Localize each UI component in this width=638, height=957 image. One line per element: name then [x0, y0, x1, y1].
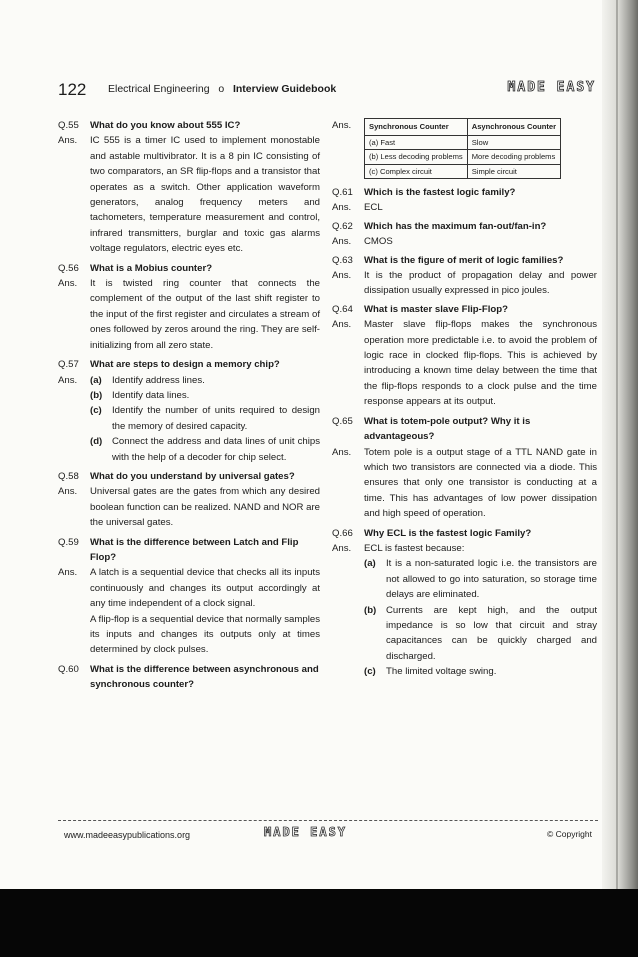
answer-58: Ans. Universal gates are the gates from which any desired boolean function can be realized. NAND and NOR are the universal gates.: [58, 486, 320, 529]
page-number: 122: [58, 80, 87, 99]
counter-comparison-table: [364, 118, 561, 179]
question-62: Q.62 Which has the maximum fan-out/fan-in?: [332, 220, 547, 232]
answer-59: Ans. A latch is a sequential device that checks all its inputs continuously and changes its output accordingly at any time independent of a clock signal. A flip-flop is a sequential device that normally samples its inputs and changes its outputs only at times determined by clock pulses.: [58, 565, 320, 657]
list-item: (c) Identify the number of units required to design the memory of desired capacity.: [90, 405, 320, 432]
table-header: Synchronous Counter: [365, 119, 468, 136]
table-row: [365, 150, 561, 165]
website-link[interactable]: www.madeeasypublications.org: [64, 830, 191, 840]
title-separator: o: [218, 83, 225, 95]
question-57: Q.57 What are steps to design a memory chip?: [58, 359, 280, 371]
brand-logo: MADE EASY: [507, 80, 596, 95]
answer-57: Ans. (a) Identify address lines. (b) Identify data lines. (c) Identify the number of units required to design the memory of desired capacity. (d) Connect the address and data lines of unit chips with the help of a decoder for chip select.: [58, 373, 320, 465]
table-header-row: [365, 119, 561, 136]
book-title: [108, 83, 336, 95]
list-item: (b) Currents are kept high, and the output impedance is so low that circuit and stray capacitances can be quickly charged and discharged.: [364, 604, 597, 662]
answer-62: Ans. CMOS: [332, 236, 393, 248]
table-row: [365, 164, 561, 179]
question-59: Q.59 What is the difference between Latch and Flip Flop?: [58, 536, 299, 563]
page-edge-shadow: [602, 0, 638, 890]
table-cell: (a) Fast: [365, 135, 468, 150]
page-footer: [58, 820, 598, 845]
scan-bottom-band: [0, 889, 638, 957]
answer-66-intro: ECL is fastest because:: [364, 542, 465, 554]
footer-brand-logo: MADE EASY: [264, 825, 348, 839]
answer-64: Ans. Master slave flip-flops makes the synchronous operation more predictable i.e. to avoid the problem of logic race in clocked flip-flops. This is achieved by introducing a known time delay between the time that the flip-flops responds to a clock pulse and the time response appears at its output.: [332, 319, 597, 408]
list-item: (a) It is a non-saturated logic i.e. the transistors are not allowed to go into saturation, so storage time delays are eliminated.: [364, 558, 597, 601]
table-cell: Slow: [467, 135, 560, 150]
table-header: Asynchronous Counter: [467, 119, 560, 136]
list-item: (c) The limited voltage swing.: [364, 666, 497, 678]
table-cell: Simple circuit: [467, 164, 560, 179]
answer-65: Ans. Totem pole is a output stage of a TTL NAND gate in which two transistors are connected via a diode. This ensures that only one transistor is conducting at a time. This has advantages of low power dissipation and high speed of operation.: [332, 446, 597, 520]
page-edge-line: [616, 0, 618, 890]
question-58: Q.58 What do you understand by universal gates?: [58, 470, 295, 482]
table-cell: (b) Less decoding problems: [365, 150, 468, 165]
copyright-notice: © Copyright: [546, 829, 592, 839]
question-60: Q.60 What is the difference between asynchronous and synchronous counter?: [58, 663, 319, 691]
table-row: [365, 135, 561, 150]
book-title-subject: Electrical Engineering: [108, 83, 210, 95]
answer-63: Ans. It is the product of propagation delay and power dissipation usually expressed in pico joules.: [332, 270, 597, 297]
question-65: Q.65 What is totem-pole output? Why it is advantageous?: [332, 415, 531, 443]
question-56: Q.56 What is a Mobius counter?: [58, 262, 213, 274]
page-header: [58, 80, 596, 102]
table-cell: (c) Complex circuit: [365, 164, 468, 179]
answer-55: Ans. IC 555 is a timer IC used to implement monostable and astable multivibrator. It is a 8 pin IC consisting of two comparators, an SR flip-flops and a transistor that operates as a switch. Other application waveform generators, analog frequency meters and tachometers, temperature measurement and control, infrared transmitters, burglar and toxic gas alarms voltage regulators, electric eyes etc.: [58, 135, 320, 255]
book-title-guide: Interview Guidebook: [232, 83, 337, 95]
table-cell: More decoding problems: [467, 150, 560, 165]
question-64: Q.64 What is master slave Flip-Flop?: [332, 303, 508, 315]
answer-60: Ans. Synchronous Counter Asynchronous Counter (a) Fast Slow (b) Less decoding problems More decoding problems (c) Complex circuit Simple circuit: [332, 118, 597, 179]
left-column: [58, 118, 320, 693]
right-column: [332, 118, 597, 680]
latch-definition: A latch is a sequential device that checks all its inputs continuously and changes its output accordingly at any time independent of a clock signal.: [90, 567, 320, 610]
list-item: (b) Identify data lines.: [90, 389, 190, 401]
question-63: Q.63 What is the figure of merit of logic families?: [332, 254, 564, 266]
list-item: (a) Identify address lines.: [90, 374, 205, 386]
question-55: Q.55 What do you know about 555 IC?: [58, 120, 241, 131]
question-66: Q.66 Why ECL is the fastest logic Family?: [332, 527, 532, 539]
answer-56: Ans. It is twisted ring counter that connects the complement of the output of the last shift register to the input of the first register and circulates a stream of ones followed by zeros around the ring. They are self-initializing from all zero state.: [58, 278, 320, 351]
question-61: Q.61 Which is the fastest logic family?: [332, 187, 516, 198]
flipflop-definition: A flip-flop is a sequential device that normally samples its inputs and changes its outputs only at times determined by clock pulses.: [90, 613, 320, 656]
answer-61: Ans. ECL: [332, 202, 383, 214]
list-item: (d) Connect the address and data lines of unit chips with the help of a decoder for chip select.: [90, 436, 320, 463]
answer-66: Ans. ECL is fastest because: (a) It is a non-saturated logic i.e. the transistors are not allowed to go into saturation, so storage time delays are eliminated. (b) Currents are kept high, and the output impedance is so low that circuit and stray capacitances can be quickly charged and discharged. (c) The limited voltage swing.: [332, 541, 597, 680]
